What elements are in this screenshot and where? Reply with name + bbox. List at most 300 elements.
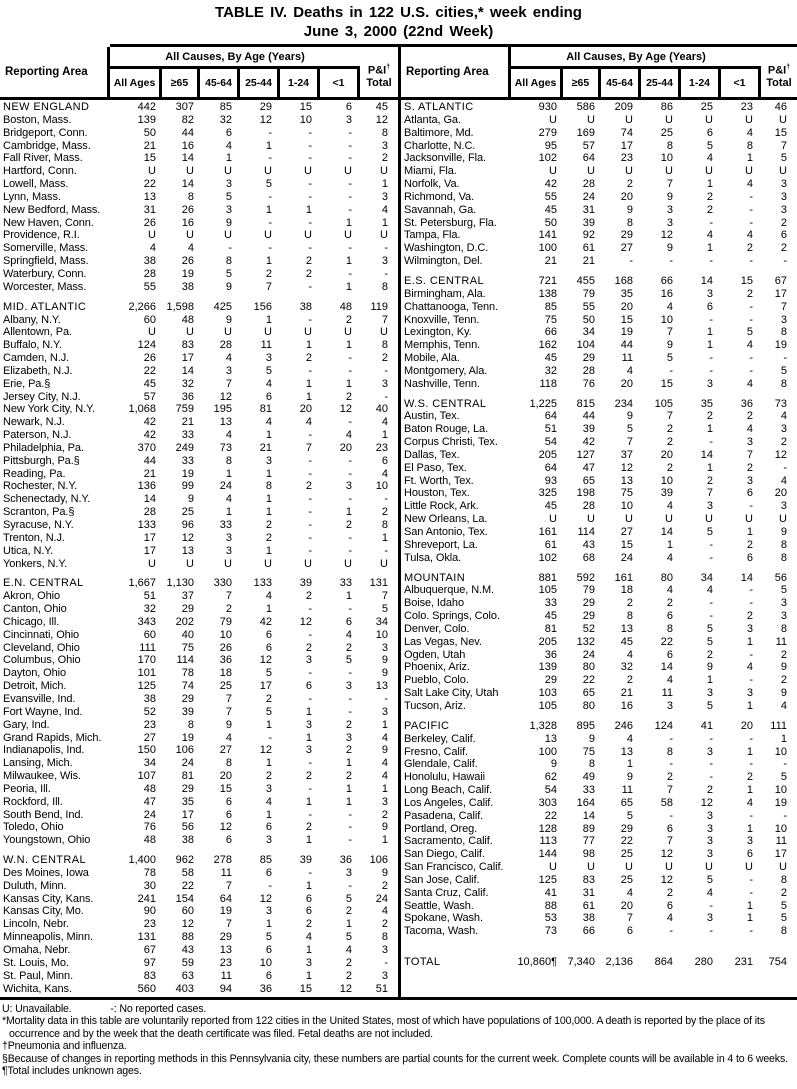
deaths-cell: 1,667 (128, 577, 156, 590)
reporting-area-cell: Wilmington, Del. (404, 255, 483, 268)
deaths-cell: 3 (265, 352, 272, 365)
deaths-cell: 9 (550, 758, 557, 771)
deaths-cell: 39 (582, 423, 595, 436)
deaths-cell: - (268, 152, 272, 165)
deaths-cell: 21 (620, 687, 633, 700)
deaths-cell: U (665, 113, 673, 126)
pi-total-cell: 3 (381, 705, 388, 718)
deaths-cell: 1 (265, 808, 272, 821)
deaths-cell: - (749, 809, 753, 822)
deaths-cell: 65 (620, 796, 633, 809)
city-row (0, 365, 398, 378)
deaths-cell: - (749, 873, 753, 886)
deaths-cell: U (587, 861, 595, 874)
deaths-cell: 57 (582, 139, 595, 152)
deaths-cell: 2 (746, 538, 753, 551)
deaths-cell: 20 (299, 403, 312, 416)
city-row (0, 893, 398, 906)
deaths-cell: 28 (143, 506, 156, 519)
deaths-cell: 29 (582, 597, 595, 610)
pi-total-cell: 1 (381, 531, 388, 544)
pi-total-cell: 4 (780, 699, 787, 712)
city-row (0, 229, 398, 242)
pi-total-cell: 9 (381, 821, 388, 834)
deaths-cell: 3 (345, 866, 352, 879)
pi-total-cell: 10 (375, 480, 388, 493)
deaths-cell: 6 (746, 848, 753, 861)
reporting-area-cell: Richmond, Va. (404, 190, 475, 203)
deaths-cell: 96 (181, 519, 194, 531)
city-row (0, 493, 398, 506)
deaths-cell: 6 (265, 866, 272, 879)
deaths-cell: 102 (538, 152, 557, 165)
deaths-cell: 6 (225, 795, 232, 808)
pi-total-cell: 9 (780, 661, 787, 674)
total-row (401, 956, 797, 969)
deaths-cell: 4 (706, 229, 713, 242)
city-row (0, 442, 398, 455)
deaths-cell: 1 (305, 969, 312, 982)
deaths-cell: 13 (620, 474, 633, 487)
deaths-cell: - (348, 531, 352, 544)
deaths-cell: 76 (582, 377, 595, 390)
deaths-cell: 3 (345, 480, 352, 493)
reporting-area-cell: Elizabeth, N.J. (3, 364, 73, 377)
deaths-cell: 10 (660, 152, 673, 165)
pi-total-cell: 10 (375, 628, 388, 641)
deaths-cell: 24 (620, 551, 633, 564)
reporting-area-cell: Atlanta, Ga. (404, 113, 461, 126)
deaths-cell: 102 (538, 551, 557, 564)
reporting-area-cell: Albany, N.Y. (3, 313, 61, 326)
deaths-cell: 5 (265, 705, 272, 718)
deaths-cell: - (709, 216, 713, 229)
pi-total-cell: 11 (775, 835, 787, 848)
deaths-cell: 51 (143, 590, 156, 603)
city-row (401, 301, 797, 314)
deaths-cell: 20 (740, 719, 753, 732)
pi-total-cell: 2 (780, 886, 787, 899)
deaths-cell: 42 (143, 429, 156, 442)
deaths-cell: 2 (706, 190, 713, 203)
reporting-area-cell: Duluth, Minn. (3, 879, 67, 892)
deaths-cell: 42 (259, 615, 272, 628)
pi-total-cell: 3 (381, 139, 388, 152)
table-title (0, 0, 797, 41)
deaths-cell: 1 (265, 139, 272, 152)
deaths-cell: 104 (576, 339, 595, 352)
reporting-area-cell: TOTAL (404, 956, 441, 969)
deaths-cell: 43 (181, 944, 194, 956)
deaths-cell: 28 (143, 267, 156, 280)
deaths-cell: 24 (582, 190, 595, 203)
deaths-cell: 3 (265, 782, 272, 795)
deaths-cell: 6 (706, 300, 713, 313)
deaths-cell: 3 (706, 745, 713, 758)
pi-total-cell: - (384, 692, 388, 705)
deaths-cell: 12 (700, 796, 713, 809)
deaths-cell: 241 (137, 892, 156, 905)
deaths-cell: - (268, 126, 272, 139)
pi-total-cell: 6 (381, 454, 388, 467)
reporting-area-header-right: Reporting Area (401, 47, 511, 97)
pi-total-cell: 40 (375, 403, 388, 416)
deaths-cell: 19 (181, 267, 194, 280)
deaths-cell: 20 (660, 448, 673, 461)
deaths-cell: - (709, 313, 713, 326)
city-row (0, 429, 398, 442)
deaths-cell: 3 (225, 364, 232, 377)
reporting-area-cell: Miami, Fla. (404, 165, 457, 178)
deaths-cell: 139 (538, 661, 557, 674)
deaths-cell: - (348, 352, 352, 365)
deaths-cell: 2 (746, 242, 753, 255)
deaths-cell: 89 (582, 822, 595, 835)
deaths-cell: - (709, 255, 713, 268)
deaths-cell: 51 (544, 423, 557, 436)
deaths-cell: 209 (614, 101, 633, 113)
deaths-cell: 3 (706, 809, 713, 822)
deaths-cell: U (148, 326, 156, 339)
reporting-area-cell: Waterbury, Conn. (3, 267, 87, 280)
deaths-cell: 1 (265, 429, 272, 442)
region-row (0, 854, 398, 867)
deaths-cell: 4 (225, 429, 232, 442)
deaths-cell: 7 (626, 912, 633, 925)
pi-total-cell: - (783, 461, 787, 474)
deaths-cell: 39 (299, 577, 312, 590)
city-row (0, 140, 398, 153)
city-row (0, 558, 398, 571)
deaths-cell: 16 (181, 216, 194, 229)
deaths-cell: 9 (225, 718, 232, 731)
reporting-area-cell: Buffalo, N.Y. (3, 339, 62, 352)
reporting-area-cell: Cleveland, Ohio (3, 641, 80, 654)
reporting-area-cell: Pittsburgh, Pa.§ (3, 454, 80, 467)
deaths-cell: 2 (345, 313, 352, 326)
deaths-cell: 52 (582, 622, 595, 635)
deaths-cell: 124 (654, 719, 673, 732)
reporting-area-cell: MID. ATLANTIC (3, 300, 87, 313)
city-row (401, 771, 797, 784)
city-row (401, 288, 797, 301)
deaths-cell: 2 (305, 918, 312, 931)
deaths-cell: - (669, 364, 673, 377)
pi-total-cell: 3 (780, 423, 787, 436)
pi-total-cell: 4 (381, 467, 388, 480)
deaths-cell: U (705, 861, 713, 874)
deaths-cell: 4 (666, 584, 673, 597)
deaths-cell: 4 (265, 795, 272, 808)
pi-total-cell: 15 (774, 126, 787, 139)
deaths-cell: 8 (666, 139, 673, 152)
deaths-cell: 2 (706, 410, 713, 423)
city-row (401, 114, 797, 127)
reporting-area-cell: Gary, Ind. (3, 718, 50, 731)
deaths-cell: 5 (706, 526, 713, 538)
city-row (401, 314, 797, 327)
deaths-cell: 161 (538, 526, 557, 538)
reporting-area-cell: Boise, Idaho (404, 597, 464, 610)
deaths-cell: 97 (143, 956, 156, 969)
col-header-lt1: <1 (320, 69, 360, 97)
deaths-cell: 6 (305, 680, 312, 693)
deaths-cell: 16 (660, 287, 673, 300)
deaths-cell: 2 (345, 905, 352, 918)
city-row (401, 127, 797, 140)
deaths-cell: 249 (175, 441, 194, 454)
deaths-cell: 15 (740, 274, 753, 287)
deaths-cell: - (749, 886, 753, 899)
pi-total-cell: - (783, 758, 787, 771)
deaths-cell: 24 (219, 480, 232, 493)
deaths-cell: 1,225 (529, 397, 557, 410)
reporting-area-cell: Youngstown, Ohio (3, 834, 91, 847)
reporting-area-cell: Albuquerque, N.M. (404, 584, 495, 597)
deaths-cell: 7 (626, 436, 633, 449)
deaths-cell: 1 (265, 544, 272, 557)
deaths-cell: 25 (700, 101, 713, 113)
pi-total-cell: 8 (780, 538, 787, 551)
deaths-cell: 198 (576, 487, 595, 500)
deaths-cell: 23 (740, 101, 753, 113)
region-row (0, 101, 398, 114)
deaths-cell: 1 (345, 339, 352, 352)
deaths-cell: U (625, 513, 633, 526)
pi-total-cell: 3 (381, 969, 388, 982)
city-row (0, 770, 398, 783)
deaths-cell: 85 (259, 854, 272, 867)
pi-total-cell: 8 (780, 873, 787, 886)
reporting-area-cell: Camden, N.J. (3, 352, 70, 365)
deaths-cell: 8 (666, 745, 673, 758)
deaths-cell: 41 (700, 719, 713, 732)
deaths-cell: 82 (181, 113, 194, 126)
col-header-ge65: ≥65 (563, 69, 601, 97)
deaths-cell: 79 (582, 584, 595, 597)
deaths-cell: 1 (265, 493, 272, 506)
deaths-cell: 12 (219, 390, 232, 403)
deaths-cell: U (186, 165, 194, 178)
deaths-cell: 2 (746, 287, 753, 300)
deaths-cell: 5 (666, 352, 673, 365)
deaths-cell: - (348, 178, 352, 191)
reporting-area-cell: San Antonio, Tex. (404, 526, 488, 538)
deaths-cell: 12 (259, 744, 272, 757)
pi-total-cell: 4 (381, 770, 388, 783)
deaths-cell: 57 (143, 390, 156, 403)
deaths-cell: U (304, 165, 312, 178)
deaths-cell: - (308, 667, 312, 680)
deaths-cell: 3 (706, 822, 713, 835)
pi-total-cell: 3 (780, 597, 787, 610)
deaths-cell: - (348, 242, 352, 255)
deaths-cell: 278 (213, 854, 232, 867)
deaths-cell: 36 (259, 982, 272, 995)
deaths-cell: - (749, 364, 753, 377)
deaths-cell: 93 (544, 474, 557, 487)
deaths-cell: 4 (345, 628, 352, 641)
reporting-area-cell: S. ATLANTIC (404, 101, 474, 113)
deaths-cell: 6 (666, 610, 673, 623)
deaths-cell: U (148, 229, 156, 242)
reporting-area-cell: PACIFIC (404, 719, 450, 732)
city-row (0, 783, 398, 796)
reporting-area-cell: Rockford, Ill. (3, 795, 63, 808)
deaths-cell: 1 (305, 834, 312, 847)
deaths-cell: - (348, 139, 352, 152)
deaths-cell: 5 (345, 931, 352, 944)
pi-total-cell: 23 (375, 441, 388, 454)
deaths-cell: 1 (305, 879, 312, 892)
deaths-cell: - (749, 300, 753, 313)
deaths-cell: U (344, 557, 352, 570)
pi-total-cell: - (384, 390, 388, 403)
pi-total-cell: - (384, 493, 388, 506)
deaths-cell: 13 (544, 732, 557, 745)
deaths-cell: 144 (538, 848, 557, 861)
deaths-cell: 4 (706, 584, 713, 597)
deaths-cell: 2 (225, 603, 232, 616)
deaths-cell: 2 (746, 410, 753, 423)
deaths-cell: U (304, 229, 312, 242)
deaths-cell: 22 (143, 364, 156, 377)
deaths-cell: 162 (538, 339, 557, 352)
deaths-cell: 50 (582, 313, 595, 326)
deaths-cell: 3 (305, 654, 312, 667)
deaths-cell: 1 (746, 152, 753, 165)
deaths-cell: U (549, 165, 557, 178)
deaths-cell: - (669, 925, 673, 938)
deaths-cell: 11 (260, 339, 272, 352)
deaths-cell: - (308, 242, 312, 255)
pi-total-cell: 1 (780, 732, 787, 745)
deaths-cell: 2 (305, 641, 312, 654)
deaths-cell: U (344, 229, 352, 242)
city-row (401, 746, 797, 759)
deaths-cell: 34 (582, 326, 595, 339)
reporting-area-cell: Phoenix, Ariz. (404, 661, 470, 674)
col-header-25-44: 25-44 (641, 69, 681, 97)
deaths-cell: 1 (345, 280, 352, 293)
reporting-area-cell: Boston, Mass. (3, 113, 72, 126)
region-row (401, 275, 797, 288)
reporting-area-cell: Peoria, Ill. (3, 782, 51, 795)
pi-total-cell: 4 (381, 731, 388, 744)
deaths-cell: 124 (137, 339, 156, 352)
deaths-cell: 17 (143, 544, 156, 557)
city-row (0, 880, 398, 893)
pi-total-cell: 9 (381, 654, 388, 667)
reporting-area-cell: St. Petersburg, Fla. (404, 216, 497, 229)
reporting-area-cell: Washington, D.C. (404, 242, 489, 255)
deaths-cell: 26 (181, 255, 194, 268)
pi-total-cell: 19 (774, 339, 787, 352)
deaths-cell: 21 (582, 255, 595, 268)
deaths-cell: 1 (345, 590, 352, 603)
deaths-cell: 1 (225, 506, 232, 519)
pi-total-cell: 106 (369, 854, 388, 867)
deaths-cell: 39 (582, 216, 595, 229)
deaths-cell: 98 (582, 848, 595, 861)
footnote-line: *Mortality data in this table are voluntarily reported from 122 cities in the United States, most of which have populations of 100,000. A death is reported by the place of its occurrence and by the week that the death certificate was filed. Fetal deaths are not included. (2, 1015, 765, 1040)
deaths-cell: - (308, 866, 312, 879)
deaths-cell: 1 (666, 538, 673, 551)
city-row (401, 861, 797, 874)
deaths-cell: 4 (706, 152, 713, 165)
city-row (0, 834, 398, 847)
pi-total-cell: 2 (381, 352, 388, 365)
deaths-cell: 14 (582, 809, 595, 822)
deaths-cell: U (665, 513, 673, 526)
pi-total-cell: U (380, 326, 388, 339)
deaths-cell: 1 (345, 795, 352, 808)
reporting-area-cell: Knoxville, Tenn. (404, 313, 480, 326)
deaths-cell: - (348, 603, 352, 616)
reporting-area-cell: Syracuse, N.Y. (3, 519, 74, 531)
deaths-cell: 138 (538, 287, 557, 300)
deaths-cell: 38 (143, 255, 156, 268)
reporting-area-cell: Salt Lake City, Utah (404, 687, 499, 700)
deaths-cell: 45 (544, 352, 557, 365)
deaths-cell: 61 (582, 899, 595, 912)
city-row (0, 821, 398, 834)
pi-total-cell: 5 (780, 899, 787, 912)
deaths-cell: 1 (706, 461, 713, 474)
deaths-cell: 5 (265, 667, 272, 680)
deaths-cell: 15 (143, 152, 156, 165)
pi-total-cell: 20 (774, 487, 787, 500)
deaths-cell: U (264, 229, 272, 242)
deaths-cell: 30 (143, 879, 156, 892)
city-row (401, 925, 797, 938)
deaths-cell: 3 (666, 699, 673, 712)
deaths-cell: 4 (626, 648, 633, 661)
deaths-cell: - (709, 925, 713, 938)
deaths-cell: 15 (299, 101, 312, 113)
pi-total-cell: 3 (780, 313, 787, 326)
city-row (0, 480, 398, 493)
reporting-area-cell: South Bend, Ind. (3, 808, 84, 821)
deaths-cell: 38 (181, 834, 194, 847)
reporting-area-cell: Paterson, N.J. (3, 429, 72, 442)
pi-total-cell: 4 (381, 757, 388, 770)
deaths-cell: 24 (582, 648, 595, 661)
deaths-cell: 2 (305, 352, 312, 365)
dagger-icon: † (386, 64, 391, 71)
deaths-cell: U (587, 513, 595, 526)
deaths-cell: - (669, 809, 673, 822)
deaths-cell: 4 (626, 732, 633, 745)
reporting-area-cell: Lexington, Ky. (404, 326, 472, 339)
city-row (401, 610, 797, 623)
reporting-area-cell: Fall River, Mass. (3, 152, 83, 165)
city-row (0, 127, 398, 140)
deaths-cell: 29 (620, 822, 633, 835)
deaths-cell: 560 (137, 982, 156, 995)
deaths-cell: 279 (538, 126, 557, 139)
deaths-cell: 9 (626, 203, 633, 216)
city-row (0, 616, 398, 629)
reporting-area-cell: Charlotte, N.C. (404, 139, 476, 152)
deaths-cell: 19 (181, 731, 194, 744)
deaths-cell: 815 (576, 397, 595, 410)
pi-total-cell: 73 (774, 397, 787, 410)
deaths-cell: 23 (620, 152, 633, 165)
deaths-cell: - (709, 352, 713, 365)
pi-total-cell: 10 (774, 822, 787, 835)
city-row (401, 900, 797, 913)
